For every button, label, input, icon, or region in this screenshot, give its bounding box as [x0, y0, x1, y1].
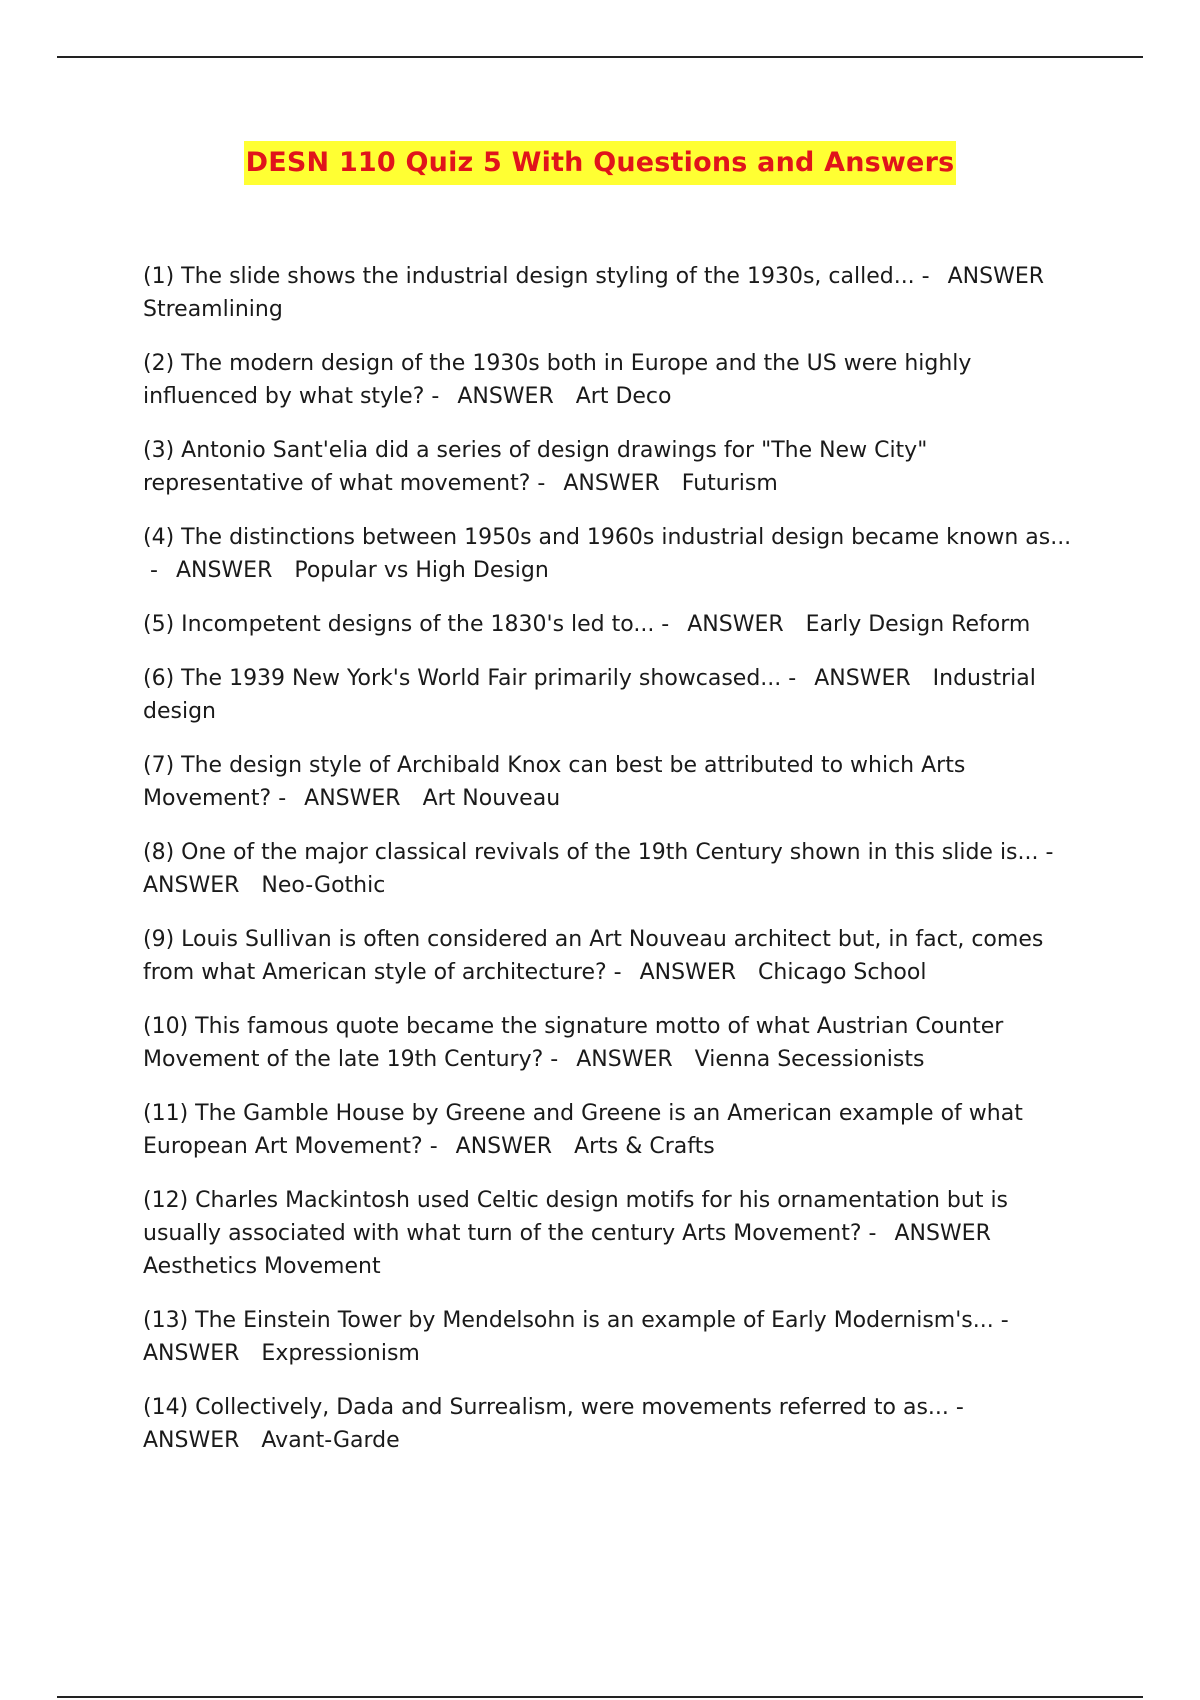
question-text: (12) Charles Mackintosh used Celtic design motifs for his ornamentation but is usually associated with what turn of the century Arts Movement? — [143, 1188, 1009, 1246]
question-text: (4) The distinctions between 1950s and 1960s industrial design became known as... — [143, 525, 1072, 550]
question-separator: - — [861, 1221, 884, 1246]
question-separator: - — [543, 1047, 566, 1072]
qa-item — [143, 608, 1093, 641]
qa-item — [143, 836, 1093, 902]
question-separator: - — [948, 1395, 971, 1420]
bottom-divider — [57, 1696, 1143, 1698]
answer-text: Art Nouveau — [422, 786, 561, 811]
question-text: (3) Antonio Sant'elia did a series of design drawings for "The New City" representative of what movement? — [143, 438, 928, 496]
question-text: (2) The modern design of the 1930s both in Europe and the US were highly influenced by what style? — [143, 351, 972, 409]
question-separator: - — [781, 666, 804, 691]
question-text: (9) Louis Sullivan is often considered an Art Nouveau architect but, in fact, comes from what American style of architecture? — [143, 927, 1044, 985]
question-separator: - — [1038, 840, 1061, 865]
question-text: (7) The design style of Archibald Knox can best be attributed to which Arts Movement? — [143, 753, 966, 811]
title-container — [0, 141, 1200, 185]
answer-text: Futurism — [681, 471, 778, 496]
answer-text: Art Deco — [575, 384, 672, 409]
answer-text: Aesthetics Movement — [143, 1254, 381, 1279]
question-text: (8) One of the major classical revivals of the 19th Century shown in this slide is... — [143, 840, 1039, 865]
question-separator: - — [422, 1134, 445, 1159]
qa-item — [143, 1097, 1093, 1163]
answer-label: ANSWER — [563, 471, 660, 496]
qa-list — [143, 260, 1093, 1478]
question-separator: - — [424, 384, 447, 409]
answer-text: Industrial design — [143, 666, 1036, 724]
qa-item — [143, 521, 1093, 587]
qa-item — [143, 749, 1093, 815]
answer-text: Neo-Gothic — [261, 873, 386, 898]
answer-label: ANSWER — [175, 558, 273, 583]
answer-text: Chicago School — [758, 960, 927, 985]
qa-item — [143, 1391, 1093, 1457]
question-separator: - — [143, 558, 165, 583]
answer-label: ANSWER — [457, 384, 554, 409]
answer-label: ANSWER — [687, 612, 784, 637]
answer-label: ANSWER — [894, 1221, 991, 1246]
answer-text: Vienna Secessionists — [694, 1047, 925, 1072]
question-text: (1) The slide shows the industrial design styling of the 1930s, called... — [143, 264, 915, 289]
answer-text: Early Design Reform — [805, 612, 1031, 637]
question-text: (11) The Gamble House by Greene and Greene is an American example of what European Art Movement? — [143, 1101, 1023, 1159]
question-text: (6) The 1939 New York's World Fair primarily showcased... — [143, 666, 782, 691]
answer-text: Streamlining — [143, 297, 283, 322]
question-text: (5) Incompetent designs of the 1830's led to... — [143, 612, 655, 637]
qa-item — [143, 260, 1093, 326]
answer-label: ANSWER — [455, 1134, 553, 1159]
document-title: DESN 110 Quiz 5 With Questions and Answers — [244, 141, 957, 185]
answer-label: ANSWER — [143, 1341, 240, 1366]
question-separator: - — [914, 264, 937, 289]
answer-label: ANSWER — [143, 1428, 240, 1453]
qa-item — [143, 434, 1093, 500]
answer-label: ANSWER — [143, 873, 240, 898]
answer-label: ANSWER — [947, 264, 1045, 289]
answer-label: ANSWER — [639, 960, 737, 985]
qa-item — [143, 1184, 1093, 1283]
question-separator: - — [993, 1308, 1016, 1333]
question-text: (13) The Einstein Tower by Mendelsohn is an example of Early Modernism's... — [143, 1308, 994, 1333]
answer-text: Arts & Crafts — [574, 1134, 715, 1159]
question-text: (10) This famous quote became the signature motto of what Austrian Counter Movement of the late 19th Century? — [143, 1014, 1004, 1072]
answer-label: ANSWER — [304, 786, 401, 811]
question-separator: - — [530, 471, 553, 496]
answer-text: Popular vs High Design — [294, 558, 549, 583]
question-text: (14) Collectively, Dada and Surrealism, were movements referred to as... — [143, 1395, 949, 1420]
qa-item — [143, 1304, 1093, 1370]
answer-label: ANSWER — [576, 1047, 673, 1072]
question-separator: - — [654, 612, 677, 637]
top-divider — [57, 56, 1143, 58]
question-separator: - — [606, 960, 629, 985]
answer-text: Expressionism — [261, 1341, 420, 1366]
answer-label: ANSWER — [814, 666, 911, 691]
qa-item — [143, 347, 1093, 413]
qa-item — [143, 1010, 1093, 1076]
question-separator: - — [271, 786, 294, 811]
answer-text: Avant-Garde — [261, 1428, 400, 1453]
qa-item — [143, 923, 1093, 989]
qa-item — [143, 662, 1093, 728]
